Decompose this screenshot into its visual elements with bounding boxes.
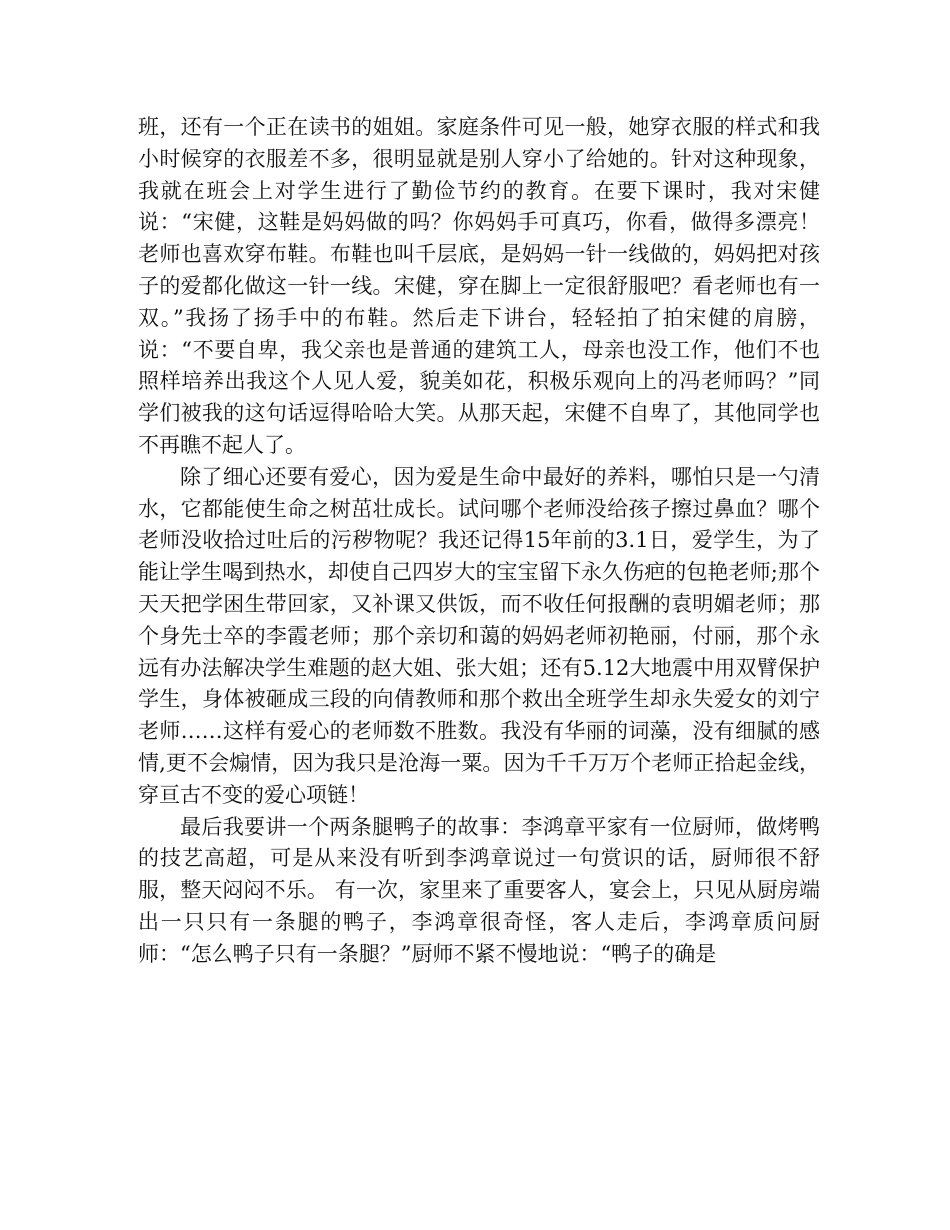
paragraph-3: 最后我要讲一个两条腿鸭子的故事：李鸿章平家有一位厨师，做烤鸭的技艺高超，可是从来没有听到李鸿章说过一句赏识的话，厨师很不舒服，整天闷闷不乐。 有一次，家里来了重要客人，宴会上，只见从厨房端出一只只有一条腿的鸭子，李鸿章很奇怪，客人走后，李鸿章质问厨师：“怎么鸭子只有一条腿？”厨师不紧不慢地说：“鸭子的确是 bbox=[138, 814, 820, 966]
document-body bbox=[138, 112, 820, 971]
paragraph-1: 班，还有一个正在读书的姐姐。家庭条件可见一般，她穿衣服的样式和我小时候穿的衣服差不多，很明显就是别人穿小了给她的。针对这种现象，我就在班会上对学生进行了勤俭节约的教育。在要下课时，我对宋健说：“宋健，这鞋是妈妈做的吗？你妈妈手可真巧，你看，做得多漂亮！老师也喜欢穿布鞋。布鞋也叫千层底，是妈妈一针一线做的，妈妈把对孩子的爱都化做这一针一线。宋健，穿在脚上一定很舒服吧？看老师也有一双。”我扬了扬手中的布鞋。然后走下讲台，轻轻拍了拍宋健的肩膀，说：“不要自卑，我父亲也是普通的建筑工人，母亲也没工作，他们不也照样培养出我这个人见人爱，貌美如花，积极乐观向上的冯老师吗？”同学们被我的这句话逗得哈哈大笑。从那天起，宋健不自卑了，其他同学也不再瞧不起人了。 bbox=[138, 115, 820, 457]
paragraph-2: 除了细心还要有爱心，因为爱是生命中最好的养料，哪怕只是一勺清水，它都能使生命之树茁壮成长。试问哪个老师没给孩子擦过鼻血？哪个老师没收拾过吐后的污秽物呢？我还记得15年前的3.1日，爱学生，为了能让学生喝到热水，却使自己四岁大的宝宝留下永久伤疤的包艳老师;那个天天把学困生带回家，又补课又供饭，而不收任何报酬的袁明媚老师；那个身先士卒的李霞老师；那个亲切和蔼的妈妈老师初艳丽，付丽，那个永远有办法解决学生难题的赵大姐、张大姐；还有5.12大地震中用双臂保护学生，身体被砸成三段的向倩教师和那个救出全班学生却永失爱女的刘宁老师……这样有爱心的老师数不胜数。我没有华丽的词藻，没有细腻的感情,更不会煽情，因为我只是沧海一粟。因为千千万万个老师正拾起金线，穿亘古不变的爱心项链！ bbox=[138, 464, 820, 807]
